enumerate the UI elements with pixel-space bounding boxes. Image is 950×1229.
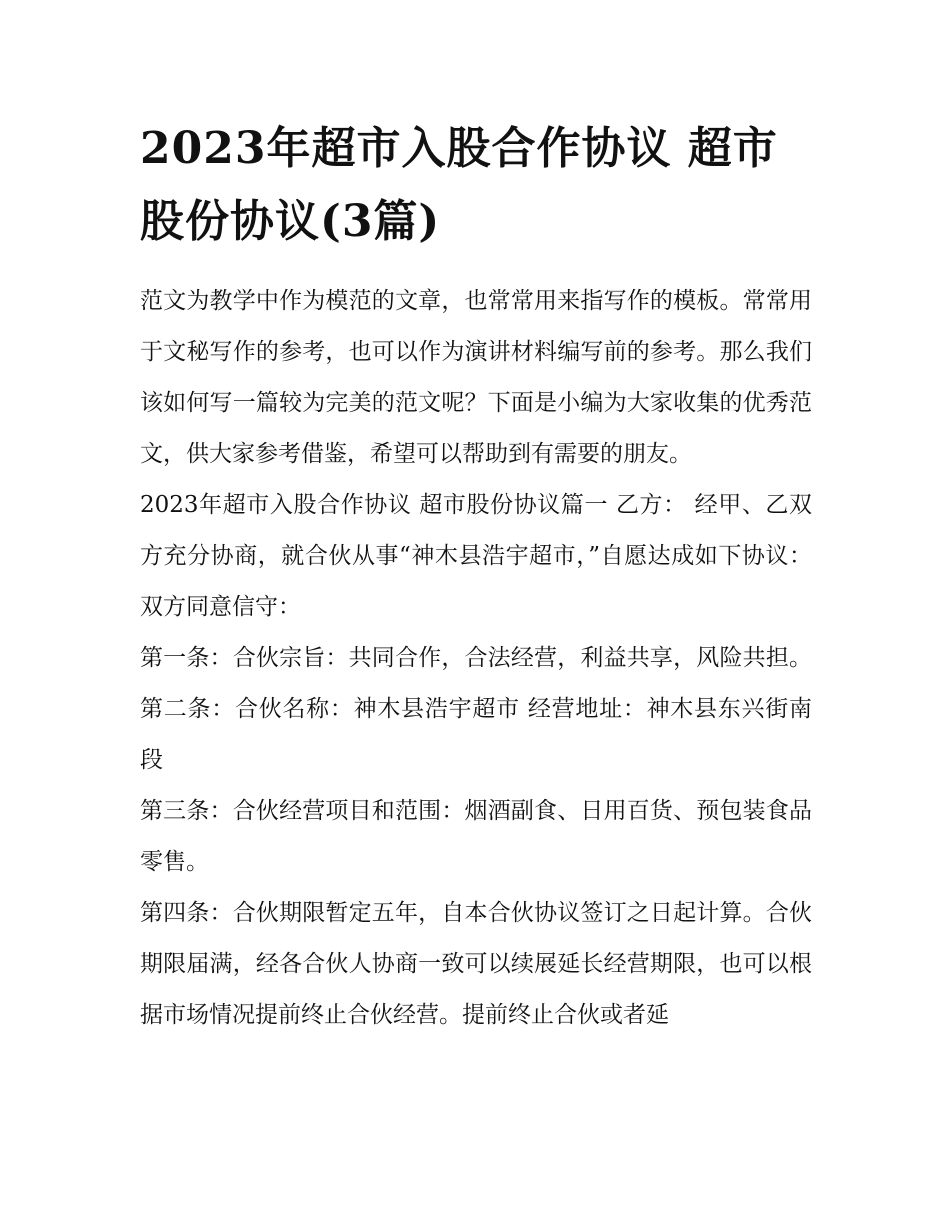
intro-paragraph: 范文为教学中作为模范的文章，也常常用来指写作的模板。常常用于文秘写作的参考，也可以作为演讲材料编写前的参考。那么我们该如何写一篇较为完美的范文呢？下面是小编为大家收集的优秀范文，供大家参考借鉴，希望可以帮助到有需要的朋友。 <box>140 288 812 467</box>
document-page <box>140 112 812 1041</box>
agreement-preamble-paragraph: 2023年超市入股合作协议 超市股份协议篇一 乙方： 经甲、乙双方充分协商，就合伙从事“神木县浩宇超市，”自愿达成如下协议： 双方同意信守： <box>140 492 812 620</box>
article-3-paragraph: 第三条：合伙经营项目和范围：烟酒副食、日用百货、预包装食品零售。 <box>140 798 812 875</box>
article-1-2-paragraph: 第一条：合伙宗旨：共同合作，合法经营，利益共享，风险共担。 第二条：合伙名称：神木县浩宇超市 经营地址：神木县东兴街南段 <box>140 645 812 773</box>
article-4-paragraph: 第四条：合伙期限暂定五年，自本合伙协议签订之日起计算。合伙期限届满，经各合伙人协商一致可以续展延长经营期限，也可以根据市场情况提前终止合伙经营。提前终止合伙或者延 <box>140 900 812 1028</box>
document-title: 2023年超市入股合作协议 超市股份协议(3篇) <box>140 123 778 247</box>
